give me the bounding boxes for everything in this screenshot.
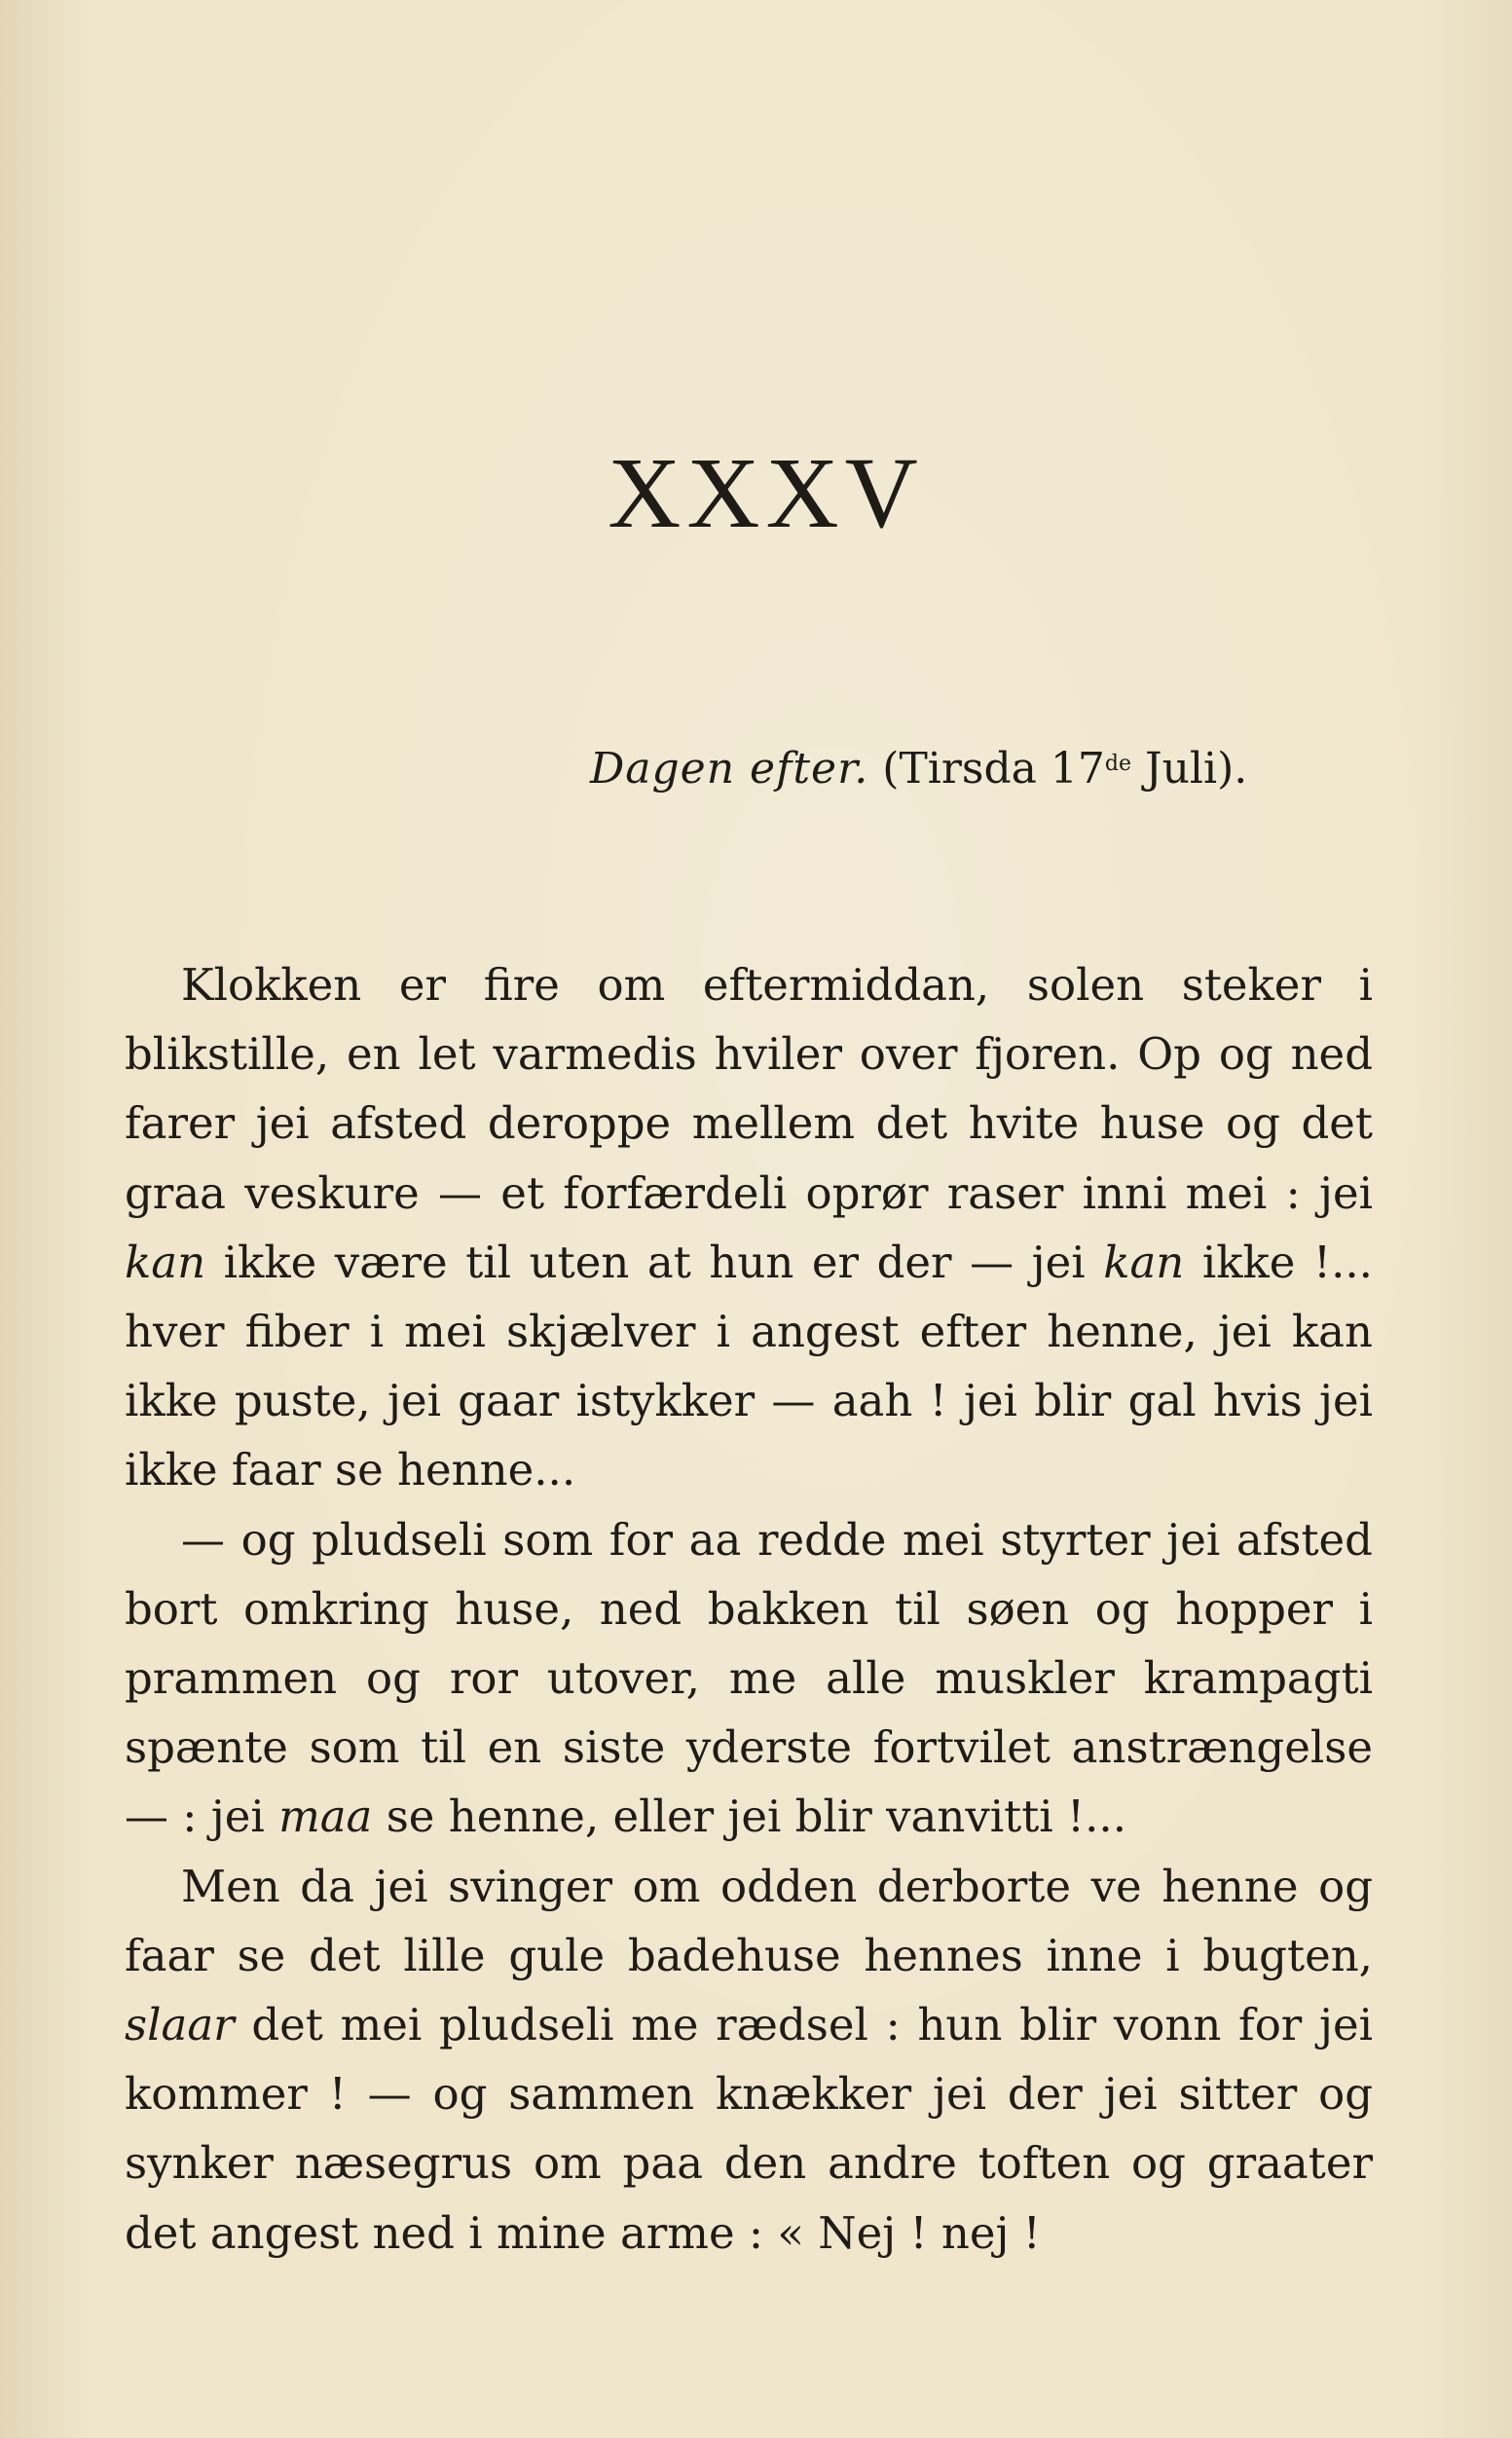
chapter-title: XXXV	[608, 437, 924, 549]
paragraph-3: Men da jei svinger om odden derborte ve henne og faar se det lille gule badehuse hennes inne i bugten, slaar det mei pludseli me rædsel : hun blir vonn for jei kommer ! — og sammen knækker jei der jei sitter og synker næsegrus om paa den andre toften og graater det angest ned i mine arme : « Nej ! nej !	[125, 1860, 1373, 2259]
dateline-italic: Dagen efter.	[590, 744, 869, 794]
dateline-ordinal-suffix: de	[1104, 752, 1131, 776]
body-text	[125, 950, 1373, 2268]
dateline	[590, 744, 1248, 794]
paragraph-1: Klokken er fire om eftermiddan, solen steker i blikstille, en let varmedis hviler over fjoren. Op og ned farer jei afsted deroppe mellem det hvite huse og det graa veskure — et forfærdeli oprør raser inni mei : jei kan ikke være til uten at hun er der — jei kan ikke !... hver fiber i mei skjælver i angest efter henne, jei kan ikke puste, jei gaar istykker — aah ! jei blir gal hvis jei ikke faar se henne...	[125, 959, 1373, 1496]
dateline-date: (Tirsda 17de Juli).	[882, 744, 1248, 794]
paragraph-2: — og pludseli som for aa redde mei styrter jei afsted bort omkring huse, ned bakken til søen og hopper i prammen og ror utover, me alle muskler krampagti spænte som til en siste yderste fortvilet anstrængelse — : jei maa se henne, eller jei blir vanvitti !...	[125, 1513, 1373, 1843]
